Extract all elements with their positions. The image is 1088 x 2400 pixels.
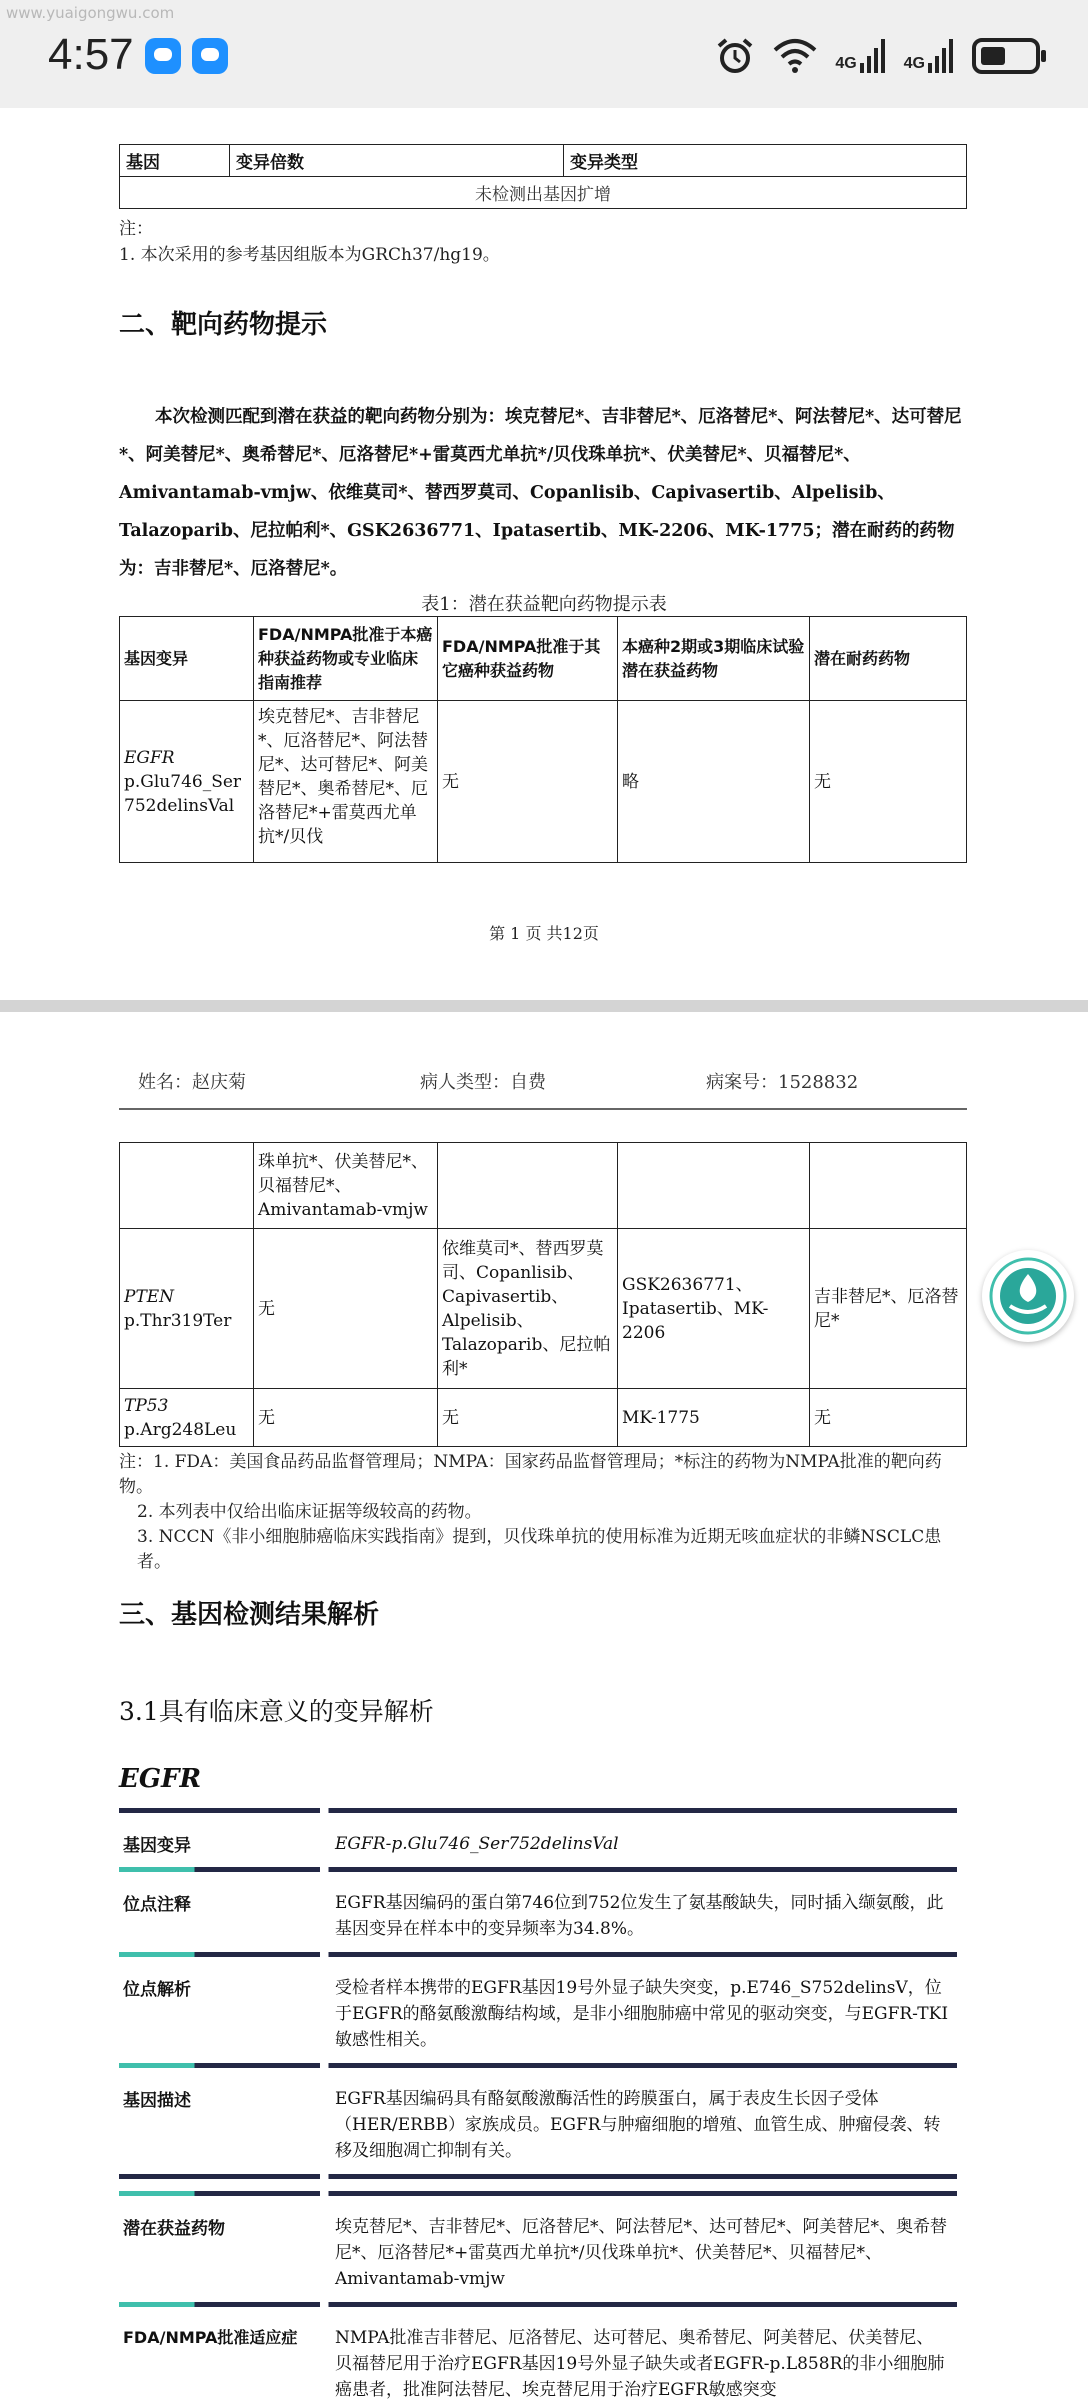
- gene-title: EGFR: [119, 1764, 202, 1794]
- signal-2-icon: 4G: [904, 39, 954, 73]
- gene-detail-list: [119, 1808, 957, 2400]
- chat-notification-icon: [192, 38, 228, 74]
- drug-table: [119, 616, 967, 863]
- signal-1-icon: 4G: [835, 39, 885, 73]
- table-cell-resistant: 无: [810, 701, 967, 863]
- patient-name: 姓名：赵庆菊: [138, 1072, 246, 1093]
- amp-header-fold: 变异倍数: [230, 145, 564, 177]
- table-cell-variant: EGFR p.Glu746_Ser752delinsVal: [120, 701, 254, 863]
- watermark: www.yuaigongwu.com: [6, 4, 175, 22]
- col-header-trial: 本癌种2期或3期临床试验潜在获益药物: [618, 617, 810, 701]
- alarm-icon: [715, 36, 755, 76]
- detail-row-analysis: 位点解析 受检者样本携带的EGFR基因19号外显子缺失突变，p.E746_S752delinsV，位于EGFR的酪氨酸激酶结构域，是非小细胞肺癌中常见的驱动突变，与EGFR-TKI敏感性相关。: [123, 1978, 949, 2050]
- message-notification-icon: [145, 38, 181, 74]
- document-page-2: [0, 1012, 1088, 2400]
- table-row: TP53 p.Arg248Leu 无 无 MK-1775 无: [120, 1389, 967, 1447]
- detail-row-annotation: 位点注释 EGFR基因编码的蛋白第746位到752位发生了氨基酸缺失，同时插入缬氨酸，此基因变异在样本中的变异频率为34.8%。: [123, 1893, 944, 1939]
- section-2-title: 二、靶向药物提示: [119, 310, 328, 340]
- detail-row-benefit-drugs: 潜在获益药物 埃克替尼*、吉非替尼*、厄洛替尼*、阿法替尼*、达可替尼*、阿美替尼*、奥希替尼*、厄洛替尼*+雷莫西尤单抗*/贝伐珠单抗*、伏美替尼*、贝福替尼*、Amivantamab-vmjw: [123, 2217, 947, 2289]
- case-number: 病案号：1528832: [706, 1072, 859, 1093]
- table-cell-other: 无: [438, 701, 618, 863]
- clock: 4:57: [48, 30, 134, 79]
- table-cell-trial: 略: [618, 701, 810, 863]
- reference-note: 注： 1. 本次采用的参考基因组版本为GRCh37/hg19。: [119, 219, 500, 265]
- detail-row-indication: FDA/NMPA批准适应症 NMPA批准吉非替尼、厄洛替尼、达可替尼、奥希替尼、阿美替尼、伏美替尼、贝福替尼用于治疗EGFR基因19号外显子缺失或者EGFR-p.L858R的非小细胞肺癌患者，批准阿法替尼、埃克替尼用于治疗EGFR敏感突变: [123, 2328, 945, 2400]
- col-header-other: FDA/NMPA批准于其它癌种获益药物: [438, 617, 618, 701]
- system-icons: [715, 32, 1048, 80]
- col-header-approved: FDA/NMPA批准于本癌种获益药物或专业临床指南推荐: [254, 617, 438, 701]
- table-cell-approved: 埃克替尼*、吉非替尼*、厄洛替尼*、阿法替尼*、达可替尼*、阿美替尼*、奥希替尼*、厄洛替尼*+雷莫西尤单抗*/贝伐: [254, 701, 438, 863]
- amplification-table: [119, 144, 967, 209]
- detail-row-variant: 基因变异 EGFR-p.Glu746_Ser752delinsVal: [123, 1834, 619, 1856]
- table-row: 珠单抗*、伏美替尼*、贝福替尼*、Amivantamab-vmjw: [120, 1143, 967, 1229]
- amp-header-type: 变异类型: [564, 145, 967, 177]
- table-row: PTEN p.Thr319Ter 无 依维莫司*、替西罗莫司、Copanlisib、Capivasertib、Alpelisib、Talazoparib、尼拉帕利* GSK2636771、Ipatasertib、MK-2206 吉非替尼*、厄洛替尼*: [120, 1229, 967, 1389]
- floating-assistant-button[interactable]: [982, 1250, 1074, 1342]
- col-header-variant: 基因变异: [120, 617, 254, 701]
- patient-type: 病人类型：自费: [420, 1072, 546, 1093]
- drug-summary-paragraph: 本次检测匹配到潜在获益的靶向药物分别为：埃克替尼*、吉非替尼*、厄洛替尼*、阿法替尼*、达可替尼*、阿美替尼*、奥希替尼*、厄洛替尼*+雷莫西尤单抗*/贝伐珠单抗*、伏美替尼*、贝福替尼*、Amivantamab-vmjw、依维莫司*、替西罗莫司、Copanlisib、Capivasertib、Alpelisib、Talazoparib、尼拉帕利*、GSK2636771、Ipatasertib、MK-2206、MK-1775；潜在耐药的药物为：吉非替尼*、厄洛替尼*。: [119, 407, 962, 579]
- document-page-1: [0, 108, 1088, 1000]
- drug-table-continued: [119, 1142, 967, 1447]
- amp-header-gene: 基因: [120, 145, 230, 177]
- amp-empty-message: 未检测出基因扩增: [120, 177, 967, 209]
- section-3-1-title: 3.1具有临床意义的变异解析: [119, 1697, 434, 1726]
- header-rule: [119, 1108, 967, 1110]
- battery-icon: [972, 36, 1048, 76]
- detail-row-description: 基因描述 EGFR基因编码具有酪氨酸激酶活性的跨膜蛋白，属于表皮生长因子受体（HER/ERBB）家族成员。EGFR与肿瘤细胞的增殖、血管生成、肿瘤侵袭、转移及细胞凋亡抑制有关。: [123, 2089, 941, 2161]
- status-bar: [0, 0, 1088, 108]
- page-divider: [0, 1000, 1088, 1012]
- assistant-logo-icon: [988, 1256, 1068, 1336]
- col-header-resistant: 潜在耐药药物: [810, 617, 967, 701]
- table-caption: 表1：潜在获益靶向药物提示表: [421, 594, 667, 615]
- wifi-icon: [773, 38, 817, 74]
- page-number: 第 1 页 共12页: [489, 924, 599, 943]
- section-3-title: 三、基因检测结果解析: [119, 1600, 380, 1630]
- table-notes: 注：1. FDA：美国食品药品监督管理局；NMPA：国家药品监督管理局；*标注的药物为NMPA批准的靶向药物。 2. 本列表中仅给出临床证据等级较高的药物。 3. NCCN《非小细胞肺癌临床实践指南》提到，贝伐珠单抗的使用标准为近期无咳血症状的非鳞NSCLC患者。: [119, 1452, 942, 1572]
